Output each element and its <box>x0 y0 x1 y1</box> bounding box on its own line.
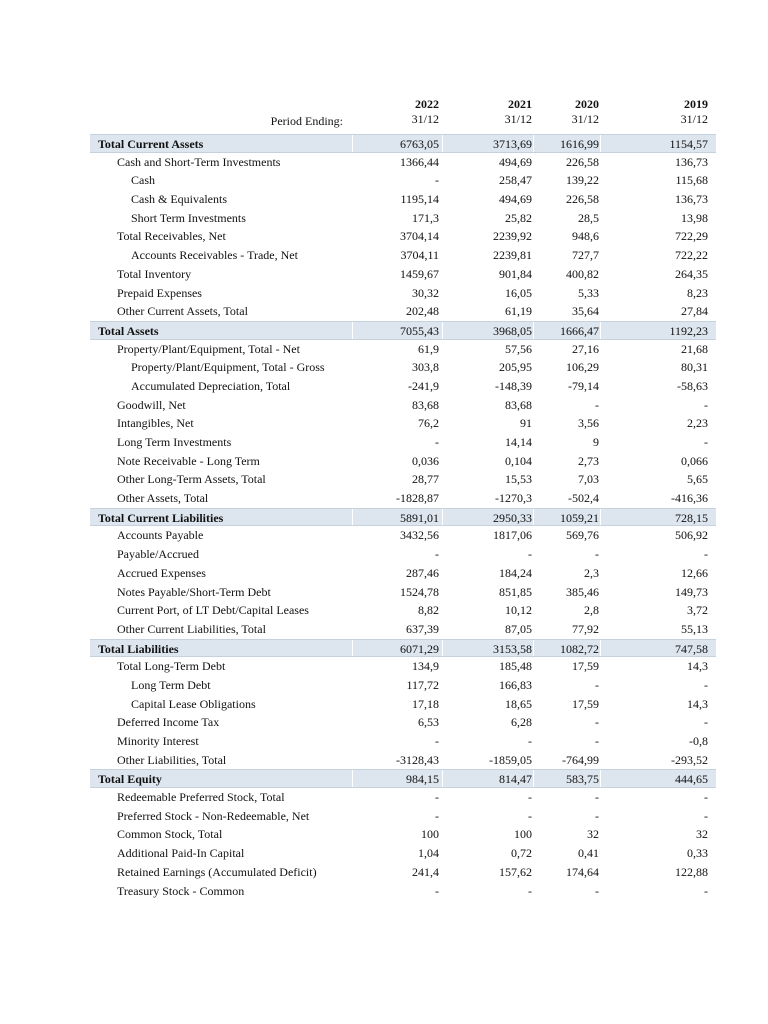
row-label: Accounts Receivables - Trade, Net <box>131 248 298 263</box>
row-label: Other Current Liabilities, Total <box>117 621 266 636</box>
row-value: - <box>595 397 599 412</box>
row-value: 25,82 <box>505 210 532 225</box>
row-value: 139,22 <box>566 173 599 188</box>
row-value: 21,68 <box>681 341 708 356</box>
row-value: 0,066 <box>681 453 708 468</box>
row-value: 3,56 <box>578 416 599 431</box>
row-value: 0,104 <box>505 453 532 468</box>
table-row <box>90 657 716 676</box>
row-value: - <box>528 790 532 805</box>
row-value: 3432,56 <box>400 528 439 543</box>
table-row <box>90 695 716 714</box>
row-value: 6,28 <box>511 715 532 730</box>
row-value: 14,3 <box>687 659 708 674</box>
row-value: - <box>595 734 599 748</box>
table-row <box>90 732 716 751</box>
column-year: 2019 <box>684 97 708 111</box>
column-header-2022 <box>352 97 439 127</box>
row-value: 6071,29 <box>400 641 439 656</box>
row-value: 3968,05 <box>493 323 532 338</box>
row-value: 80,31 <box>681 360 708 375</box>
table-row <box>90 601 716 620</box>
table-header <box>90 97 716 134</box>
row-value: 27,84 <box>681 304 708 319</box>
table-row <box>90 470 716 489</box>
row-value: - <box>528 734 532 748</box>
row-value: 5,65 <box>687 472 708 487</box>
row-value: 166,83 <box>499 677 532 692</box>
row-label: Goodwill, Net <box>117 397 186 412</box>
table-row <box>90 414 716 433</box>
row-label: Note Receivable - Long Term <box>117 453 260 468</box>
row-value: 157,62 <box>499 864 532 879</box>
column-year: 2022 <box>415 97 439 111</box>
row-label: Cash & Equivalents <box>131 192 227 207</box>
row-value: 6,53 <box>418 715 439 730</box>
row-label: Long Term Investments <box>117 435 232 449</box>
row-label: Prepaid Expenses <box>117 285 202 300</box>
row-value: 8,82 <box>418 603 439 618</box>
row-label: Accounts Payable <box>117 528 204 543</box>
row-value: 1817,06 <box>493 528 532 543</box>
row-value: 15,53 <box>505 472 532 487</box>
row-value: - <box>704 715 708 730</box>
row-value: 494,69 <box>499 154 532 169</box>
row-value: 303,8 <box>412 360 439 375</box>
row-value: 17,59 <box>572 696 599 711</box>
balance-sheet <box>90 97 716 900</box>
row-value: 115,68 <box>675 173 708 188</box>
row-value: 202,48 <box>406 304 439 319</box>
row-value: - <box>595 715 599 730</box>
row-value: 28,5 <box>578 210 599 225</box>
row-value: 1059,21 <box>560 510 599 525</box>
row-label: Other Assets, Total <box>117 491 209 506</box>
row-value: 2,73 <box>578 453 599 468</box>
row-value: 174,64 <box>566 864 599 879</box>
row-label: Common Stock, Total <box>117 827 223 842</box>
row-value: - <box>595 808 599 823</box>
row-value: 91 <box>520 416 532 431</box>
row-value: 30,32 <box>412 285 439 300</box>
row-value: 17,18 <box>412 696 439 711</box>
row-value: - <box>435 883 439 898</box>
row-value: 7055,43 <box>400 323 439 338</box>
row-label: Accrued Expenses <box>117 565 206 580</box>
row-value: - <box>435 734 439 748</box>
table-row <box>90 564 716 583</box>
row-value: -416,36 <box>671 491 708 506</box>
row-label: Retained Earnings (Accumulated Deficit) <box>117 864 317 879</box>
row-value: 1,04 <box>418 846 439 861</box>
row-value: -79,14 <box>568 378 599 393</box>
row-value: - <box>435 547 439 562</box>
row-value: 728,15 <box>675 510 708 525</box>
table-row <box>90 377 716 396</box>
row-value: 106,29 <box>566 360 599 375</box>
row-value: 87,05 <box>505 621 532 636</box>
row-value: 1366,44 <box>400 154 439 169</box>
table-row <box>90 302 716 321</box>
row-value: 8,23 <box>687 285 708 300</box>
row-label: Short Term Investments <box>131 210 246 225</box>
row-value: - <box>704 397 708 412</box>
row-label: Other Liabilities, Total <box>117 752 227 767</box>
row-value: - <box>528 547 532 562</box>
row-value: 722,22 <box>675 248 708 263</box>
row-label: Property/Plant/Equipment, Total - Net <box>117 341 300 356</box>
row-value: 814,47 <box>499 772 532 787</box>
section-total-row <box>90 769 716 788</box>
row-value: - <box>704 790 708 805</box>
row-value: - <box>528 883 532 898</box>
row-value: - <box>435 808 439 823</box>
row-label: Total Equity <box>98 772 162 787</box>
table-row <box>90 265 716 284</box>
row-label: Intangibles, Net <box>117 416 194 431</box>
table-row <box>90 526 716 545</box>
row-value: 2950,33 <box>493 510 532 525</box>
row-value: 2,3 <box>584 565 599 580</box>
table-row <box>90 396 716 415</box>
table-row <box>90 825 716 844</box>
row-value: -3128,43 <box>396 752 439 767</box>
row-value: 1195,14 <box>400 192 439 207</box>
row-value: - <box>435 435 439 449</box>
section-total-row <box>90 639 716 658</box>
row-value: 0,036 <box>412 453 439 468</box>
table-row <box>90 583 716 602</box>
row-value: -58,63 <box>677 378 708 393</box>
row-value: 226,58 <box>566 192 599 207</box>
row-value: 32 <box>587 827 599 842</box>
row-value: - <box>595 883 599 898</box>
row-value: 241,4 <box>412 864 439 879</box>
row-value: - <box>704 677 708 692</box>
row-value: 0,33 <box>687 846 708 861</box>
table-row <box>90 676 716 695</box>
table-row <box>90 190 716 209</box>
table-row <box>90 882 716 901</box>
row-value: 27,16 <box>572 341 599 356</box>
row-value: - <box>528 808 532 823</box>
row-value: 385,46 <box>566 584 599 599</box>
row-value: 55,13 <box>681 621 708 636</box>
row-value: 122,88 <box>675 864 708 879</box>
row-value: 117,72 <box>406 677 439 692</box>
row-value: 83,68 <box>505 397 532 412</box>
table-row <box>90 844 716 863</box>
row-value: 32 <box>696 827 708 842</box>
row-value: 136,73 <box>675 192 708 207</box>
row-value: 61,9 <box>418 341 439 356</box>
column-date: 31/12 <box>680 112 708 126</box>
table-row <box>90 751 716 770</box>
row-value: 569,76 <box>566 528 599 543</box>
row-value: 100 <box>514 827 532 842</box>
row-label: Total Assets <box>98 323 159 338</box>
row-label: Cash and Short-Term Investments <box>117 154 281 169</box>
row-label: Other Current Assets, Total <box>117 304 248 319</box>
row-value: 400,82 <box>566 266 599 281</box>
row-label: Payable/Accrued <box>117 547 199 562</box>
row-value: 14,3 <box>687 696 708 711</box>
row-value: -1859,05 <box>489 752 532 767</box>
row-value: 5,33 <box>578 285 599 300</box>
table-row <box>90 340 716 359</box>
row-value: -241,9 <box>408 378 439 393</box>
column-year: 2021 <box>508 97 532 111</box>
table-row <box>90 358 716 377</box>
row-value: 506,92 <box>675 528 708 543</box>
row-value: -148,39 <box>495 378 532 393</box>
table-row <box>90 788 716 807</box>
table-row <box>90 713 716 732</box>
row-value: -764,99 <box>562 752 599 767</box>
row-value: 1082,72 <box>560 641 599 656</box>
row-value: 722,29 <box>675 229 708 244</box>
row-value: 9 <box>593 435 599 449</box>
row-value: 10,12 <box>505 603 532 618</box>
row-value: 1154,57 <box>669 137 708 151</box>
row-value: 28,77 <box>412 472 439 487</box>
table-row <box>90 433 716 452</box>
section-total-row <box>90 508 716 527</box>
row-value: 12,66 <box>681 565 708 580</box>
column-date: 31/12 <box>411 112 439 126</box>
row-value: -0,8 <box>689 734 708 748</box>
row-value: 16,05 <box>505 285 532 300</box>
row-value: 851,85 <box>499 584 532 599</box>
row-value: 185,48 <box>499 659 532 674</box>
row-value: 637,39 <box>406 621 439 636</box>
row-value: 0,41 <box>578 846 599 861</box>
table-row <box>90 489 716 508</box>
column-header-2019 <box>600 97 708 127</box>
row-value: 3713,69 <box>493 137 532 151</box>
row-value: 287,46 <box>406 565 439 580</box>
row-value: 61,19 <box>505 304 532 319</box>
row-value: 747,58 <box>675 641 708 656</box>
row-label: Property/Plant/Equipment, Total - Gross <box>131 360 325 375</box>
row-label: Cash <box>131 173 155 188</box>
row-label: Preferred Stock - Non-Redeemable, Net <box>117 808 310 823</box>
row-label: Total Current Liabilities <box>98 510 224 525</box>
row-value: 76,2 <box>418 416 439 431</box>
row-value: 1459,67 <box>400 266 439 281</box>
row-value: 7,03 <box>578 472 599 487</box>
row-value: 2239,81 <box>493 248 532 263</box>
row-value: 3,72 <box>687 603 708 618</box>
row-value: 5891,01 <box>400 510 439 525</box>
row-value: -293,52 <box>671 752 708 767</box>
row-value: 149,73 <box>675 584 708 599</box>
row-value: 948,6 <box>572 229 599 244</box>
row-value: 264,35 <box>675 266 708 281</box>
column-header-2020 <box>533 97 599 127</box>
period-ending-label: Period Ending: <box>270 114 343 128</box>
row-value: 984,15 <box>406 772 439 787</box>
row-label: Capital Lease Obligations <box>131 696 256 711</box>
row-label: Current Port, of LT Debt/Capital Leases <box>117 603 309 618</box>
row-label: Notes Payable/Short-Term Debt <box>117 584 271 599</box>
row-value: 171,3 <box>412 210 439 225</box>
row-value: -502,4 <box>568 491 599 506</box>
row-value: 3704,11 <box>400 248 439 263</box>
row-label: Other Long-Term Assets, Total <box>117 472 266 487</box>
row-label: Total Inventory <box>117 266 192 281</box>
row-value: 134,9 <box>412 659 439 674</box>
row-value: - <box>595 677 599 692</box>
row-label: Minority Interest <box>117 734 199 748</box>
row-value: 226,58 <box>566 154 599 169</box>
row-value: 494,69 <box>499 192 532 207</box>
table-row <box>90 246 716 265</box>
row-value: - <box>595 547 599 562</box>
table-row <box>90 227 716 246</box>
row-value: - <box>704 808 708 823</box>
row-value: 727,7 <box>572 248 599 263</box>
row-label: Total Receivables, Net <box>117 229 226 244</box>
row-value: 1192,23 <box>669 323 708 338</box>
row-label: Total Liabilities <box>98 641 179 656</box>
row-value: 258,47 <box>499 173 532 188</box>
row-value: 83,68 <box>412 397 439 412</box>
row-value: 205,95 <box>499 360 532 375</box>
row-value: 6763,05 <box>400 137 439 151</box>
row-value: 35,64 <box>572 304 599 319</box>
row-value: 444,65 <box>675 772 708 787</box>
row-value: 17,59 <box>572 659 599 674</box>
row-value: -1828,87 <box>396 491 439 506</box>
row-label: Treasury Stock - Common <box>117 883 245 898</box>
row-value: 13,98 <box>681 210 708 225</box>
row-value: 184,24 <box>499 565 532 580</box>
table-body <box>90 134 716 900</box>
row-value: 3153,58 <box>493 641 532 656</box>
row-value: 3704,14 <box>400 229 439 244</box>
row-label: Total Current Assets <box>98 137 204 151</box>
row-value: - <box>704 547 708 562</box>
row-value: 100 <box>421 827 439 842</box>
row-value: 1616,99 <box>560 137 599 151</box>
row-value: 77,92 <box>572 621 599 636</box>
row-value: 1666,47 <box>560 323 599 338</box>
table-row <box>90 807 716 826</box>
row-label: Accumulated Depreciation, Total <box>131 378 291 393</box>
row-value: 2,8 <box>584 603 599 618</box>
row-value: 901,84 <box>499 266 532 281</box>
row-value: 2,23 <box>687 416 708 431</box>
row-label: Redeemable Preferred Stock, Total <box>117 790 285 805</box>
row-value: 1524,78 <box>400 584 439 599</box>
row-label: Long Term Debt <box>131 677 211 692</box>
row-value: - <box>595 790 599 805</box>
table-row <box>90 452 716 471</box>
column-year: 2020 <box>575 97 599 111</box>
row-label: Deferred Income Tax <box>117 715 220 730</box>
column-date: 31/12 <box>571 112 599 126</box>
row-label: Total Long-Term Debt <box>117 659 226 674</box>
column-header-2021 <box>442 97 532 127</box>
row-value: 0,72 <box>511 846 532 861</box>
row-value: - <box>704 883 708 898</box>
table-row <box>90 620 716 639</box>
row-value: 57,56 <box>505 341 532 356</box>
row-value: 18,65 <box>505 696 532 711</box>
table-row <box>90 171 716 190</box>
column-date: 31/12 <box>504 112 532 126</box>
row-value: 14,14 <box>505 435 532 449</box>
table-row <box>90 863 716 882</box>
row-value: 583,75 <box>566 772 599 787</box>
row-value: 136,73 <box>675 154 708 169</box>
row-value: - <box>435 173 439 188</box>
table-row <box>90 153 716 172</box>
table-row <box>90 209 716 228</box>
table-row <box>90 545 716 564</box>
row-value: -1270,3 <box>495 491 532 506</box>
row-value: 2239,92 <box>493 229 532 244</box>
row-label: Additional Paid-In Capital <box>117 846 245 861</box>
section-total-row <box>90 134 716 153</box>
table-row <box>90 284 716 303</box>
section-total-row <box>90 321 716 340</box>
row-value: - <box>435 790 439 805</box>
row-value: - <box>704 435 708 449</box>
